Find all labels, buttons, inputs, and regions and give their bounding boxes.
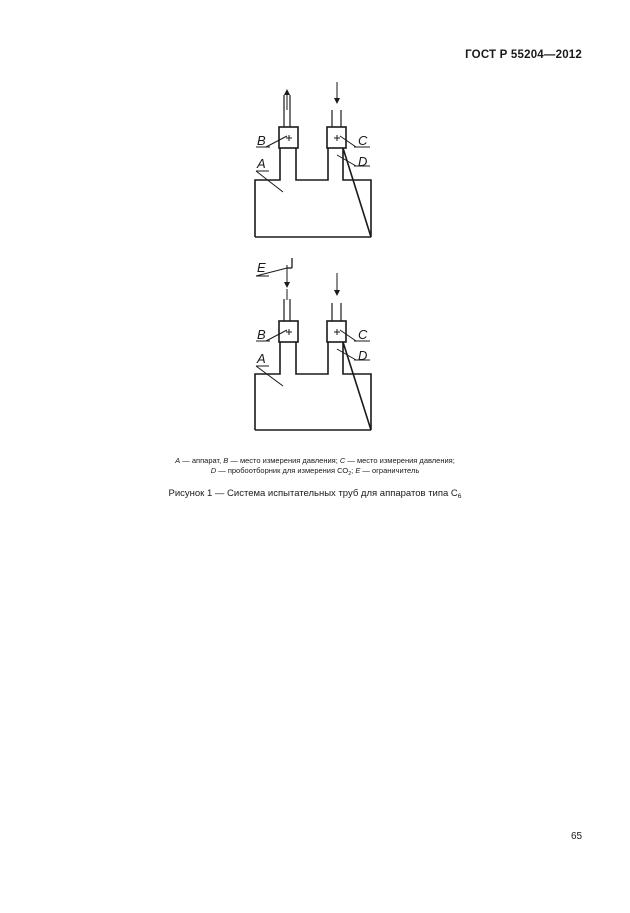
legend-sep: ; [351,466,356,475]
lower-diagram [255,299,371,430]
document-header: ГОСТ Р 55204—2012 [465,49,582,61]
legend-key-e: E [355,466,361,475]
label-d-lower: D [358,348,368,363]
caption-text: Рисунок 1 — Система испытательных труб для аппаратов типа С [168,488,458,499]
legend-text-d: — пробоотборник для измерения СО [216,466,349,475]
caption-sub: 6 [457,493,462,500]
label-b: B [257,133,266,148]
legend-line-2 [0,465,630,477]
label-b-lower: B [257,327,266,342]
label-d: D [358,154,368,169]
label-a: A [257,156,266,171]
legend-key-a: A [175,456,181,465]
figure-caption [0,488,630,499]
upper-diagram [255,95,371,237]
page-number: 65 [571,831,583,842]
legend-sub: 2 [348,471,352,477]
apparatus-outline [255,148,371,237]
legend-text-b: — место измерения давления; [228,456,340,465]
legend-key-b: B [223,456,229,465]
legend-text-a: — аппарат, [180,456,224,465]
label-c: C [358,133,368,148]
legend-text-e: — ограничитель [360,466,420,475]
apparatus-outline-lower [255,342,371,430]
label-e: E [257,260,266,275]
label-a-lower: A [257,351,266,366]
label-c-lower: C [358,327,368,342]
legend-key-c: C [339,456,346,465]
legend-text-c: — место измерения давления; [345,456,455,465]
legend-key-d: D [210,466,217,475]
